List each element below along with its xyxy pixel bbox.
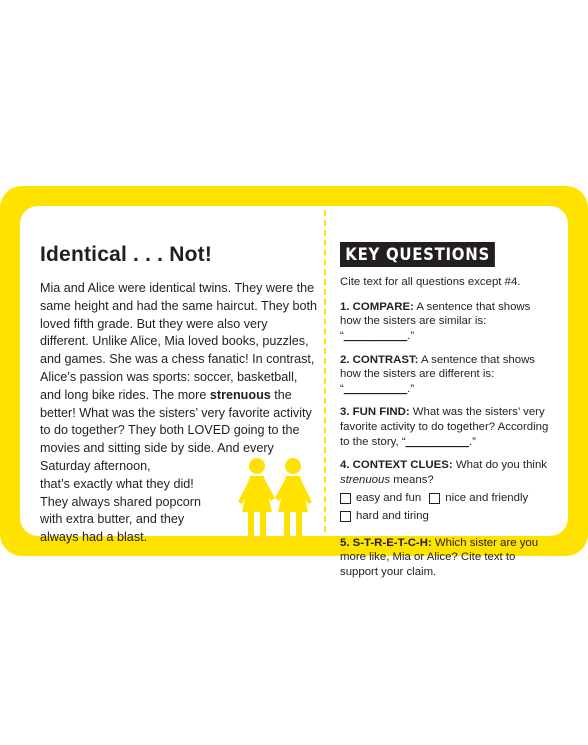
question-end: .” [468,435,476,448]
question-end: means? [390,473,434,486]
question-term: strenuous [340,473,391,486]
question-context-clues [340,458,552,526]
questions-panel [340,242,552,588]
question-contrast [340,353,552,397]
story-title: Identical . . . Not! [40,243,213,266]
question-compare [340,300,552,344]
question-end: .” [407,329,415,342]
question-label: 4. CONTEXT CLUES: [340,459,453,472]
option-label: nice and friendly [445,492,529,505]
question-label: 1. COMPARE: [340,300,414,313]
questions-intro: Cite text for all questions except #4. [340,276,521,288]
option-label: easy and fun [356,492,422,505]
story-text-part1: Mia and Alice were identical twins. They were the same height and had the same haircut. They both loved fifth grade. But they were also very different. Unlike Alice, Mia loved books, puzzles, and games. She was a chess fanatic! In contrast, Alice’s passion was sports: soccer, basketball, and long bike rides. The more [40,281,318,402]
key-questions-header: KEY QUESTIONS [340,242,495,267]
dashed-divider [324,210,326,532]
question-stretch [340,536,552,580]
option-hard-and-tiring[interactable] [340,508,429,524]
checkbox[interactable] [429,493,440,504]
question-label: 2. CONTRAST: [340,353,419,366]
option-easy-and-fun[interactable] [340,490,421,506]
answer-options [340,490,552,526]
question-text: Which sister are you more like, Mia or Alice? Cite text to support your claim. [340,536,539,578]
answer-blank[interactable]: __________ [343,382,408,395]
task-card [0,186,588,578]
option-nice-and-friendly[interactable] [429,490,528,506]
checkbox[interactable] [340,493,351,504]
answer-blank[interactable]: __________ [343,329,408,342]
answer-blank[interactable]: __________ [405,435,469,448]
story-text-tail: that’s exactly what they did! They always shared popcorn with extra butter, and they always had a blast. [40,476,202,545]
question-label: 5. S-T-R-E-T-C-H: [340,536,432,549]
question-label: 3. FUN FIND: [340,406,410,419]
question-text: A sentence that shows how the sisters are different is: “ [340,353,535,395]
story-text [40,280,318,476]
twin-girls-icon [236,456,314,544]
card-content [20,206,568,578]
story-panel [40,218,318,547]
story-keyword: strenuous [209,387,271,402]
question-end: .” [407,382,415,395]
question-text: What was the sisters’ very favorite activity to do together? According to the story, “ [340,406,549,448]
question-text: A sentence that shows how the sisters are similar is: “ [340,300,531,342]
option-label: hard and tiring [356,510,429,523]
question-text: What do you think [452,459,547,472]
story-text-part2: the better! What was the sisters’ very favorite activity to do together? They both LOVED going to the movies and sitting side by side. And every Saturday afternoon, [40,387,312,473]
question-fun-find [340,405,552,449]
checkbox[interactable] [340,511,351,522]
